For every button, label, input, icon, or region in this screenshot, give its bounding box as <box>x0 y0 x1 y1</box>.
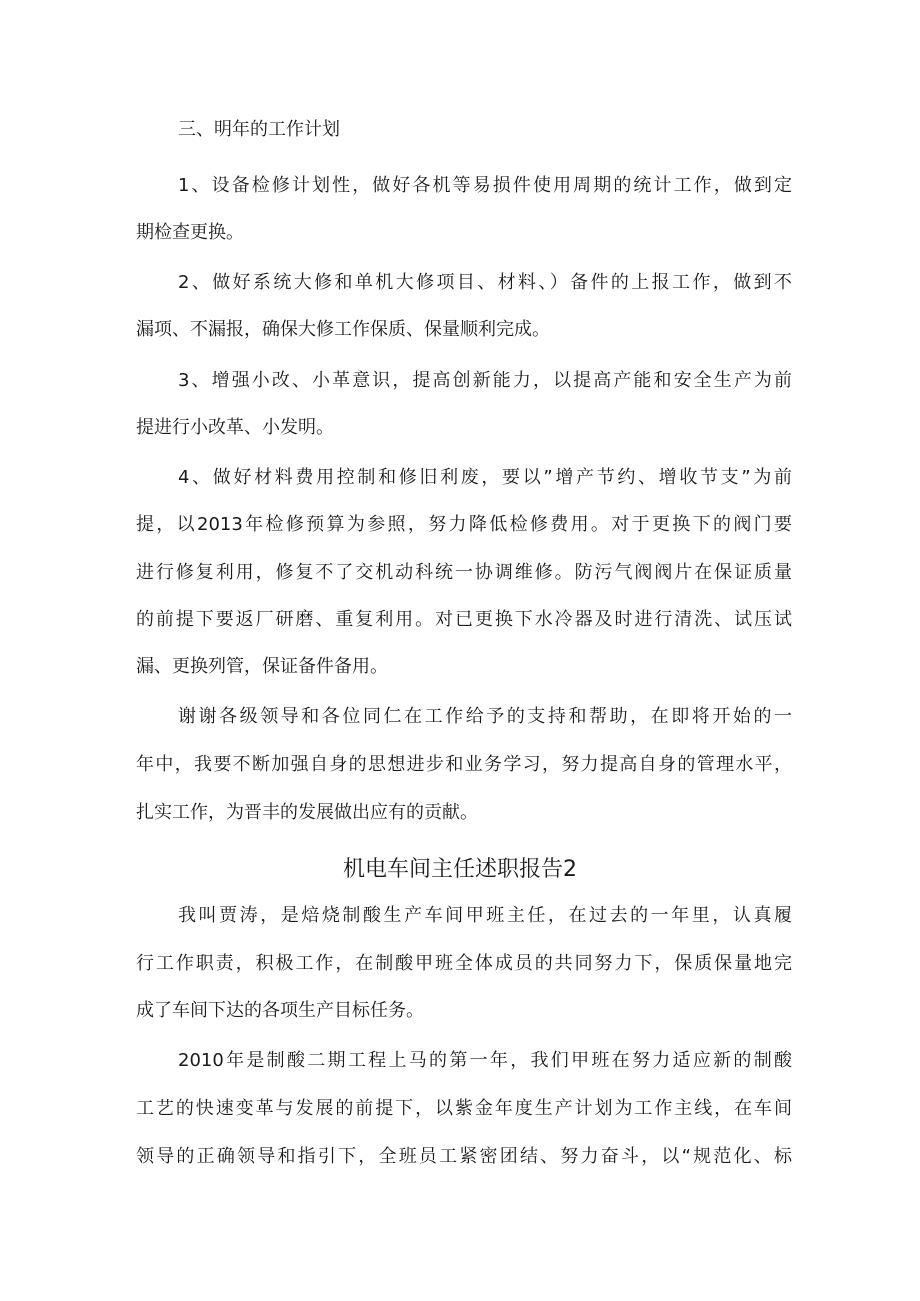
plan-item-1-line-2: 期检查更换。 <box>136 222 244 243</box>
section-heading: 三、明年的工作计划 <box>178 119 340 140</box>
report-2-title: 机电车间主任述职报告2 <box>343 857 577 882</box>
plan-item-4-line-4: 的前提下要返厂研磨、重复利用。对已更换下水冷器及时进行清洗、试压试 <box>136 609 792 630</box>
intro-line-1: 我叫贾涛，是焙烧制酸生产车间甲班主任，在过去的一年里，认真履 <box>178 905 792 926</box>
plan-item-4-line-1: 4、做好材料费用控制和修旧利废，要以”增产节约、增收节支”为前 <box>178 467 792 488</box>
thanks-line-1: 谢谢各级领导和各位同仁在工作给予的支持和帮助，在即将开始的一 <box>178 706 792 727</box>
plan-item-2-line-2: 漏项、不漏报，确保大修工作保质、保量顺利完成。 <box>136 319 550 340</box>
para-2010-line-2: 工艺的快速变革与发展的前提下，以紫金年度生产计划为工作主线，在车间 <box>136 1098 792 1119</box>
plan-item-4-line-2: 提，以2013年检修预算为参照，努力降低检修费用。对于更换下的阀门要 <box>136 514 792 535</box>
para-2010-line-3: 领导的正确领导和指引下，全班员工紧密团结、努力奋斗，以“规范化、标 <box>136 1146 792 1167</box>
thanks-line-2: 年中，我要不断加强自身的思想进步和业务学习，努力提高自身的管理水平， <box>136 754 792 775</box>
intro-line-3: 成了车间下达的各项生产目标任务。 <box>136 1000 424 1021</box>
thanks-line-3: 扎实工作，为晋丰的发展做出应有的贡献。 <box>136 802 478 823</box>
plan-item-3-line-1: 3、增强小改、小革意识，提高创新能力，以提高产能和安全生产为前 <box>178 370 792 391</box>
plan-item-4-line-3: 进行修复利用，修复不了交机动科统一协调维修。防污气阀阀片在保证质量 <box>136 562 792 583</box>
plan-item-4-line-5: 漏、更换列管，保证备件备用。 <box>136 656 388 677</box>
plan-item-3-line-2: 提进行小改革、小发明。 <box>136 417 334 438</box>
plan-item-1-line-1: 1、设备检修计划性，做好各机等易损件使用周期的统计工作，做到定 <box>178 175 792 196</box>
intro-line-2: 行工作职责，积极工作，在制酸甲班全体成员的共同努力下，保质保量地完 <box>136 953 792 974</box>
para-2010-line-1: 2010年是制酸二期工程上马的第一年，我们甲班在努力适应新的制酸 <box>178 1050 792 1071</box>
plan-item-2-line-1: 2、做好系统大修和单机大修项目、材料、）备件的上报工作，做到不 <box>178 272 792 293</box>
